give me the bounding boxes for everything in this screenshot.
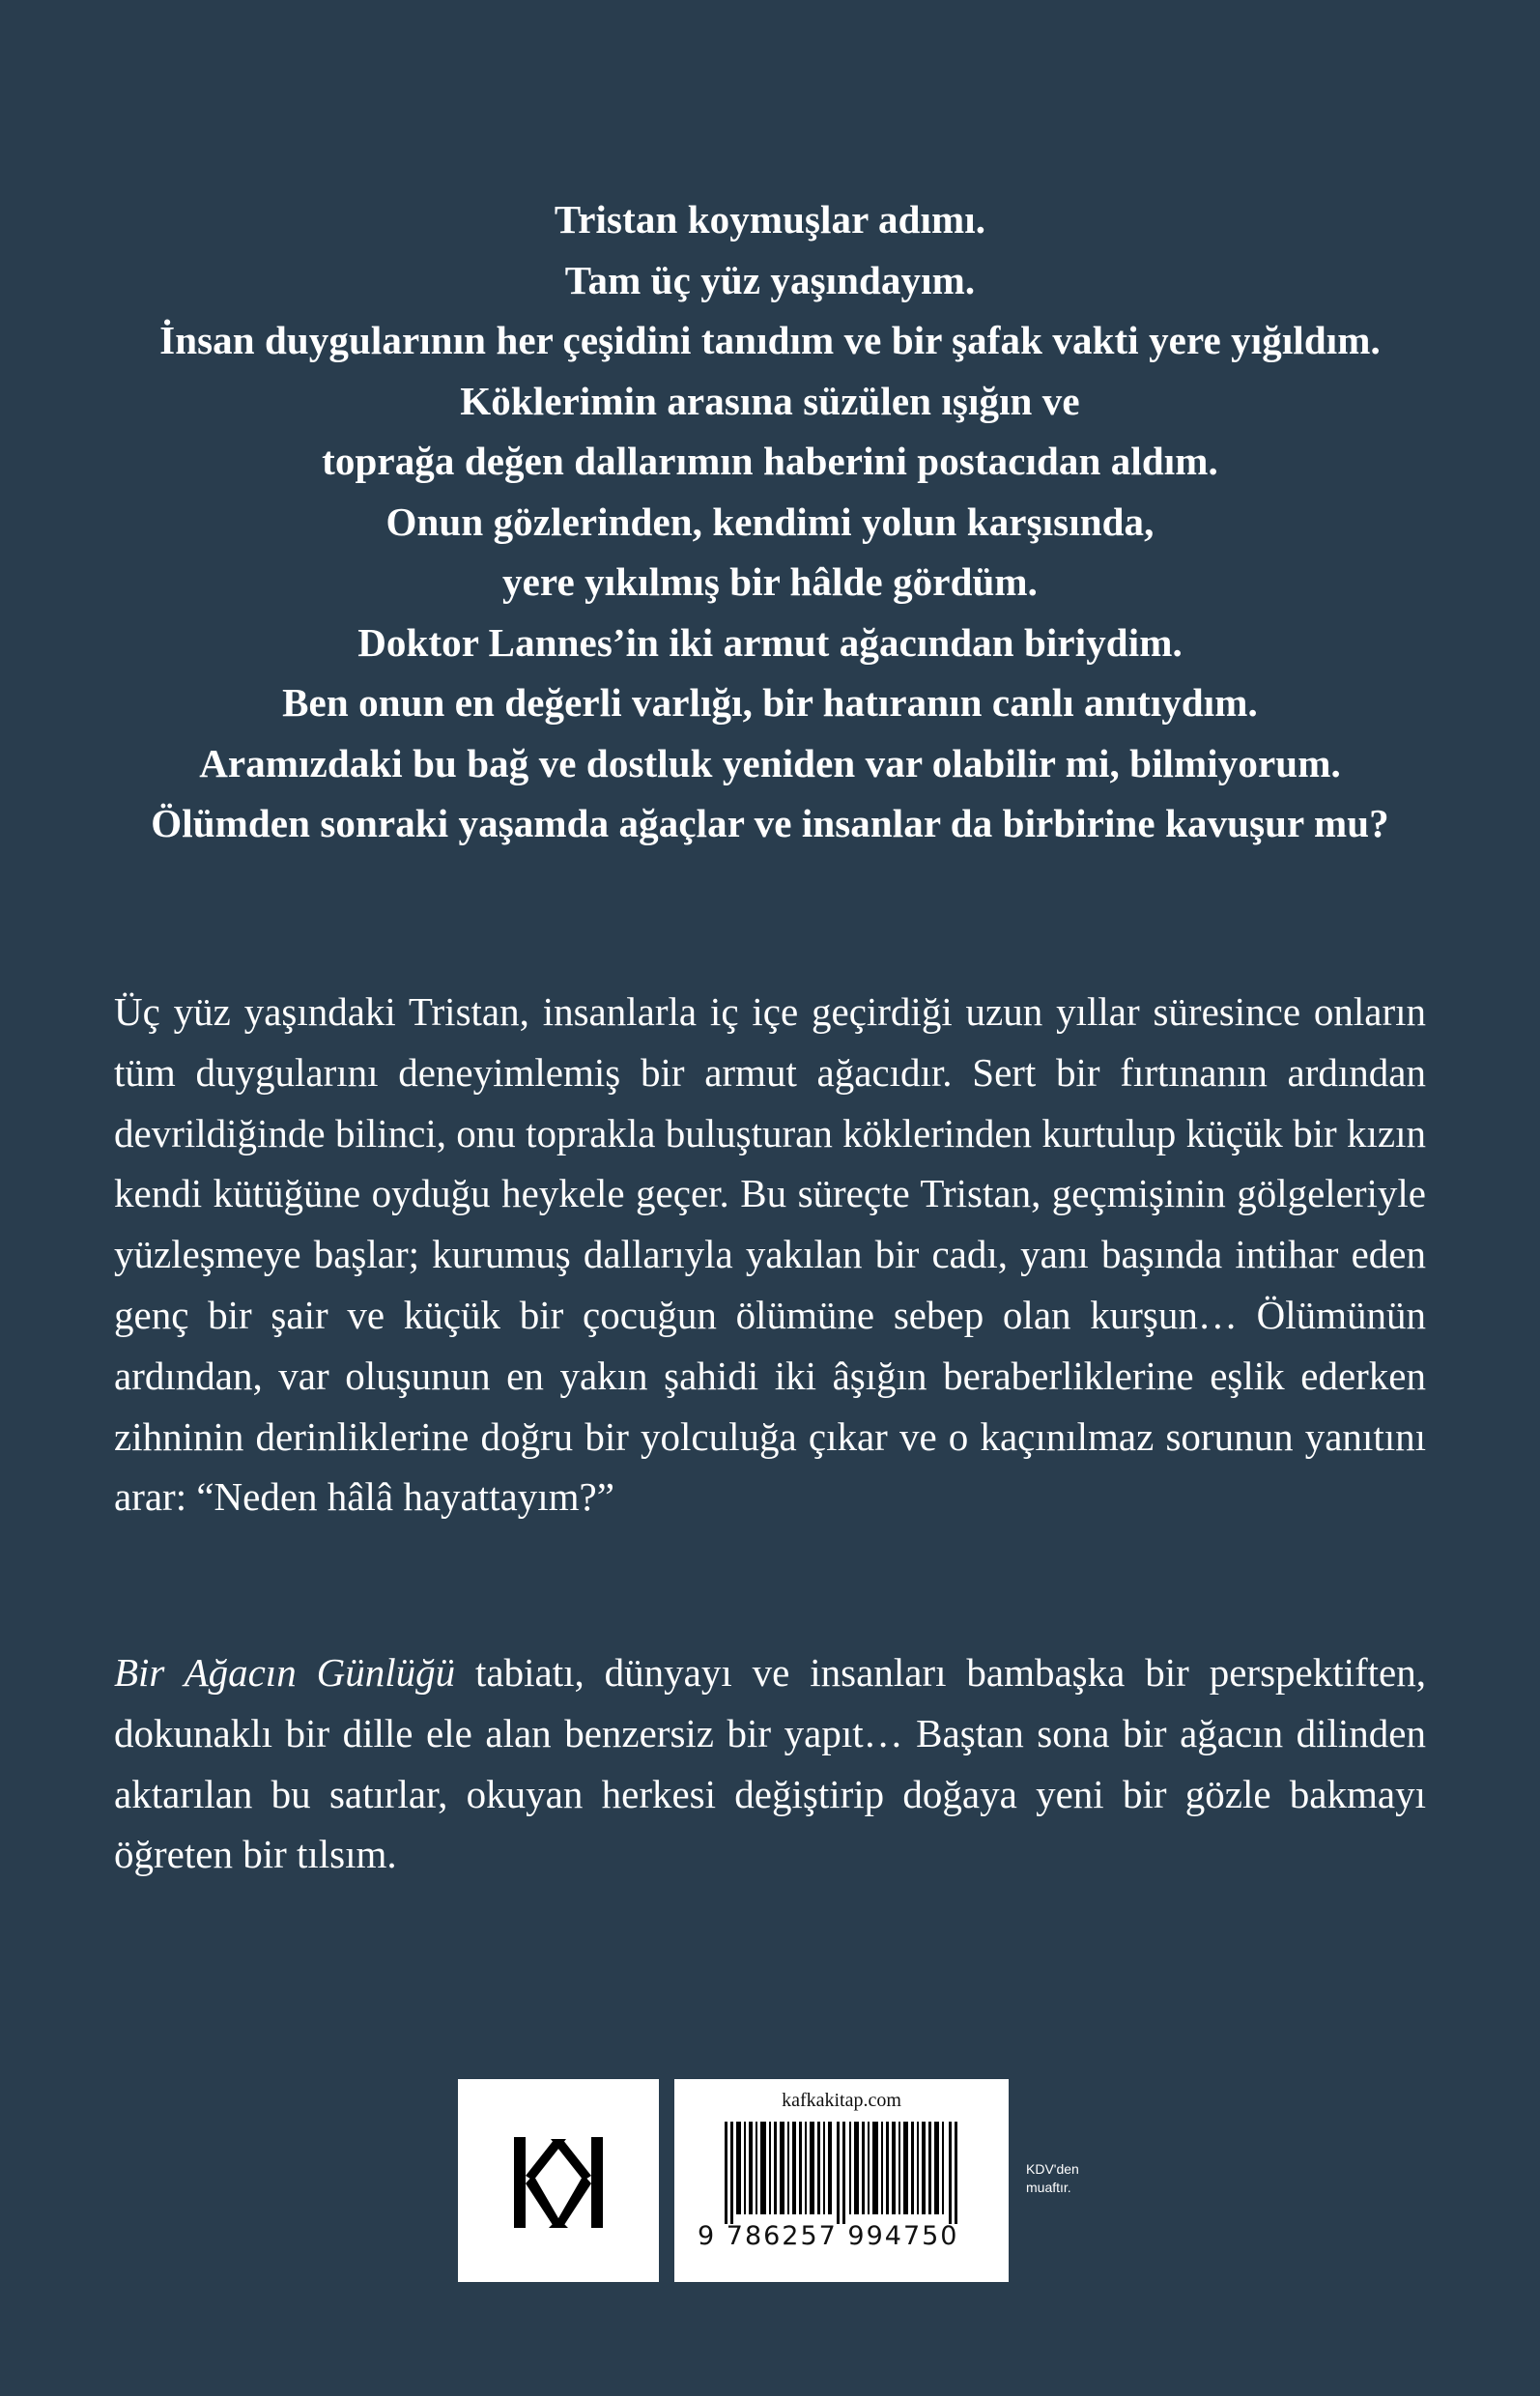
poem-line: İnsan duygularının her çeşidini tanıdım ve bir şafak vakti yere yığıldım. (159, 318, 1381, 362)
poem-line: Tristan koymuşlar adımı. (554, 197, 986, 242)
kafka-kk-logo-icon (458, 2079, 659, 2282)
poem-block (0, 189, 1540, 854)
poem-line: Tam üç yüz yaşındayım. (564, 257, 976, 302)
tax-note-line: KDV'den (1026, 2161, 1079, 2177)
poem-line: Ölümden sonraki yaşamda ağaçlar ve insanlar da birbirine kavuşur mu? (151, 801, 1389, 845)
book-title: Bir Ağacın Günlüğü (114, 1650, 456, 1695)
description-paragraph (114, 1642, 1426, 1885)
poem-line: Doktor Lannes’in iki armut ağacından biriydim. (357, 619, 1183, 665)
tax-note-line: muaftır. (1026, 2180, 1071, 2195)
description-text: tabiatı, dünyayı ve insanları bambaşka bir perspektiften, dokunaklı bir dille ele alan benzersiz bir yapıt… Baştan sona bir ağacın dilinden aktarılan bu satırlar, okuyan herkesi değiştirip doğaya yeni bir gözle bakmayı öğreten bir tılsım. (114, 1650, 1426, 1877)
isbn-number: 9 786257 994750 (698, 2221, 959, 2251)
poem-line: Onun gözlerinden, kendimi yolun karşısında, (385, 499, 1155, 544)
tax-exempt-note (1026, 2160, 1079, 2197)
barcode-label (674, 2079, 1009, 2282)
poem-line: Köklerimin arasına süzülen ışığın ve (460, 378, 1080, 423)
publisher-logo (458, 2079, 659, 2282)
publisher-website: kafkakitap.com (782, 2090, 901, 2111)
description-paragraph: Üç yüz yaşındaki Tristan, insanlarla iç içe geçirdiği uzun yıllar süresince onların tüm duygularını deneyimlemiş bir armut ağacıdır. Sert bir fırtınanın ardından devrildiğinde bilinci, onu toprakla buluşturan köklerinden kurtulup küçük bir kızın kendi kütüğüne oyduğu heykele geçer. Bu süreçte Tristan, geçmişinin gölgeleriyle yüzleşmeye başlar; kurumuş dallarıyla yakılan bir cadı, yanı başında intihar eden genç bir şair ve küçük bir çocuğun ölümüne sebep olan kurşun… Ölümünün ardından, var oluşunun en yakın şahidi iki âşığın beraberliklerine eşlik ederken zihninin derinliklerine doğru bir yolculuğa çıkar ve o kaçınılmaz sorunun yanıtını arar: “Neden hâlâ hayattayım?” (114, 989, 1426, 1520)
poem-line: yere yıkılmış bir hâlde gördüm. (502, 559, 1038, 604)
poem-line: toprağa değen dallarımın haberini postacıdan aldım. (322, 439, 1218, 483)
poem-line: Aramızdaki bu bağ ve dostluk yeniden var olabilir mi, bilmiyorum. (199, 740, 1341, 785)
poem-line: Ben onun en değerli varlığı, bir hatıranın canlı anıtıydım. (282, 680, 1258, 725)
barcode-icon (725, 2122, 960, 2224)
